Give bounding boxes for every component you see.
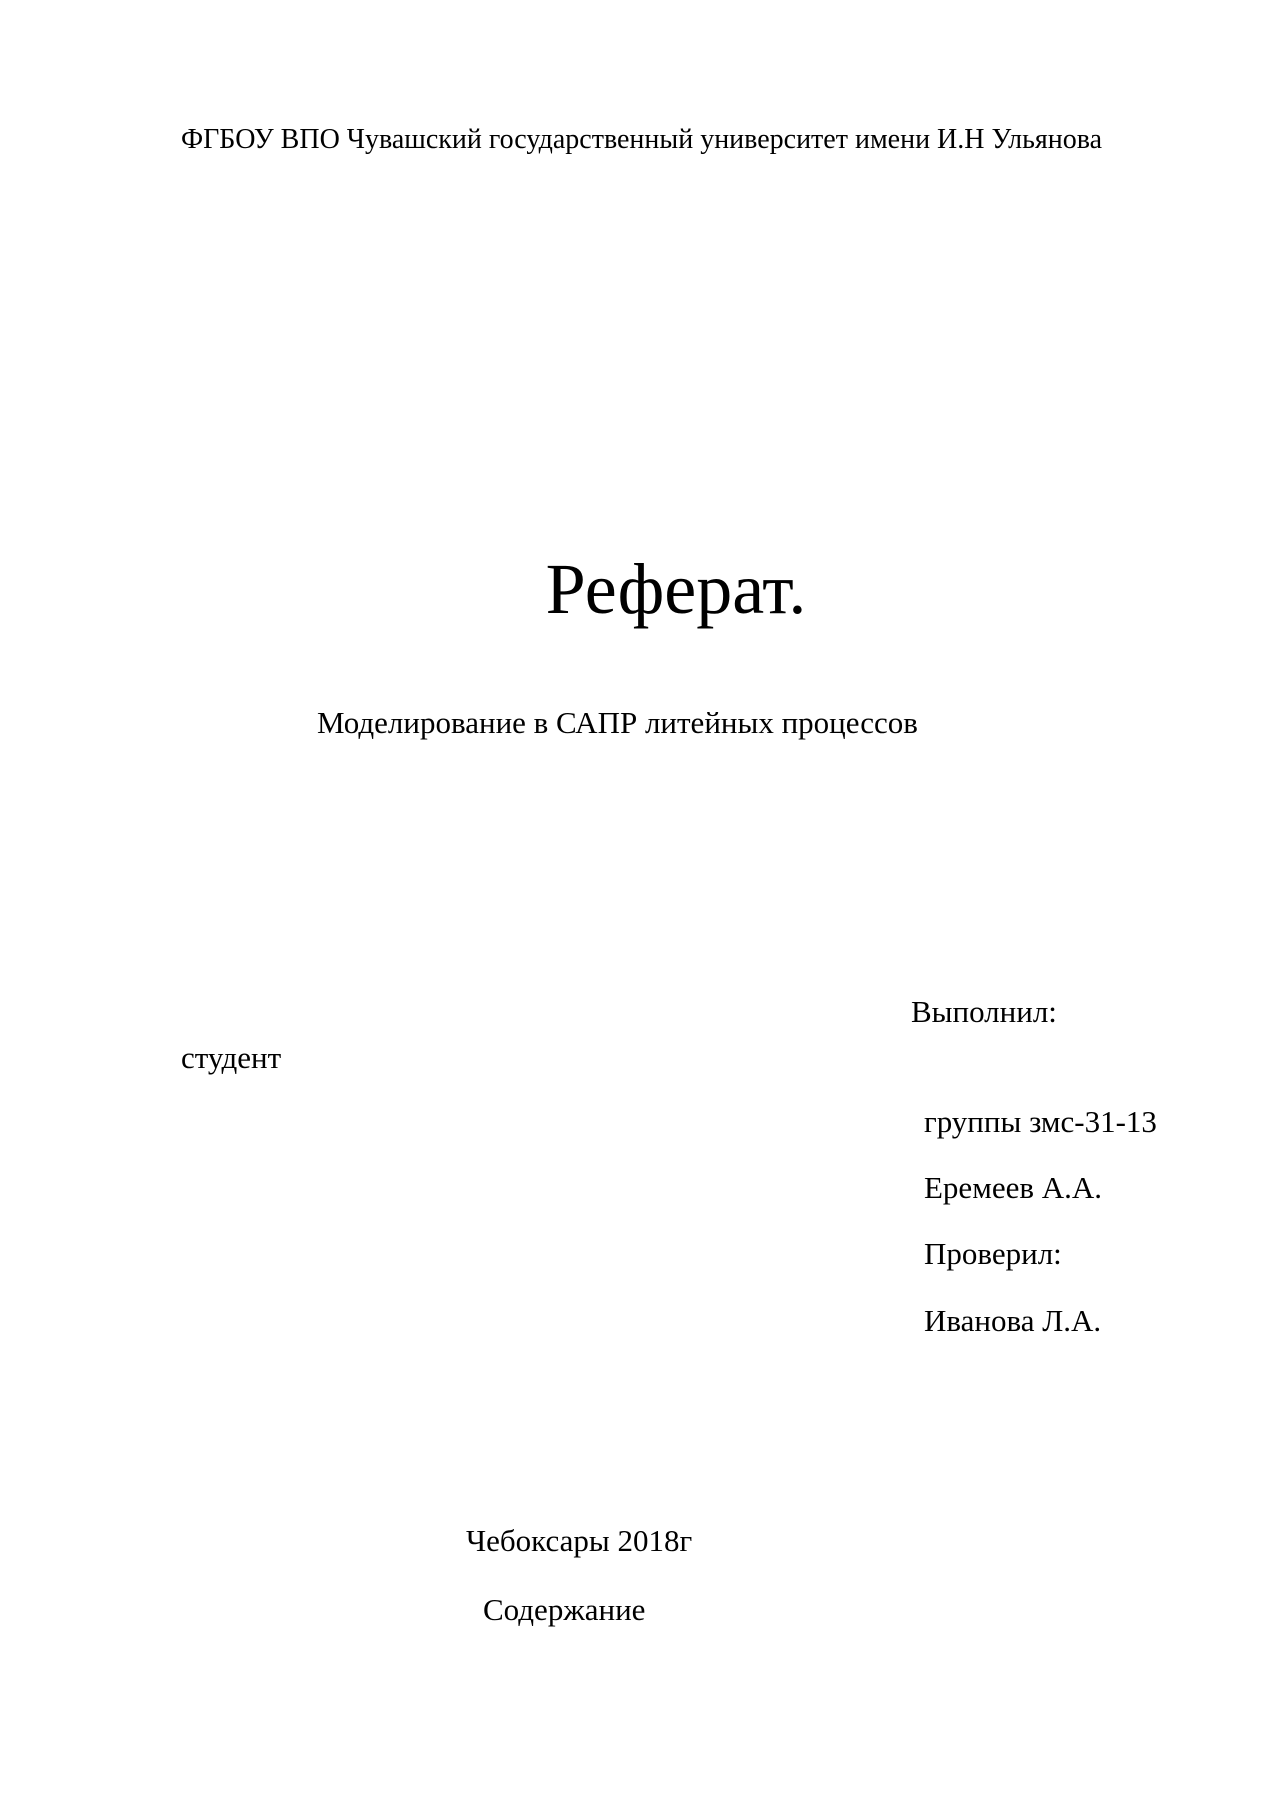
performed-label: Выполнил: bbox=[911, 994, 1057, 1029]
student-group: группы змс-31-13 bbox=[924, 1104, 1157, 1139]
student-label: студент bbox=[181, 1040, 282, 1075]
institution-name: ФГБОУ ВПО Чувашский государственный университет имени И.Н Ульянова bbox=[181, 124, 1103, 155]
document-subtitle: Моделирование в САПР литейных процессов bbox=[317, 705, 918, 740]
city-year: Чебоксары 2018г bbox=[466, 1523, 693, 1558]
author-name: Еремеев А.А. bbox=[924, 1170, 1102, 1205]
document-title: Реферат. bbox=[545, 549, 807, 629]
contents-heading: Содержание bbox=[483, 1592, 646, 1627]
checker-name: Иванова Л.А. bbox=[924, 1303, 1102, 1338]
checked-label: Проверил: bbox=[924, 1236, 1062, 1271]
